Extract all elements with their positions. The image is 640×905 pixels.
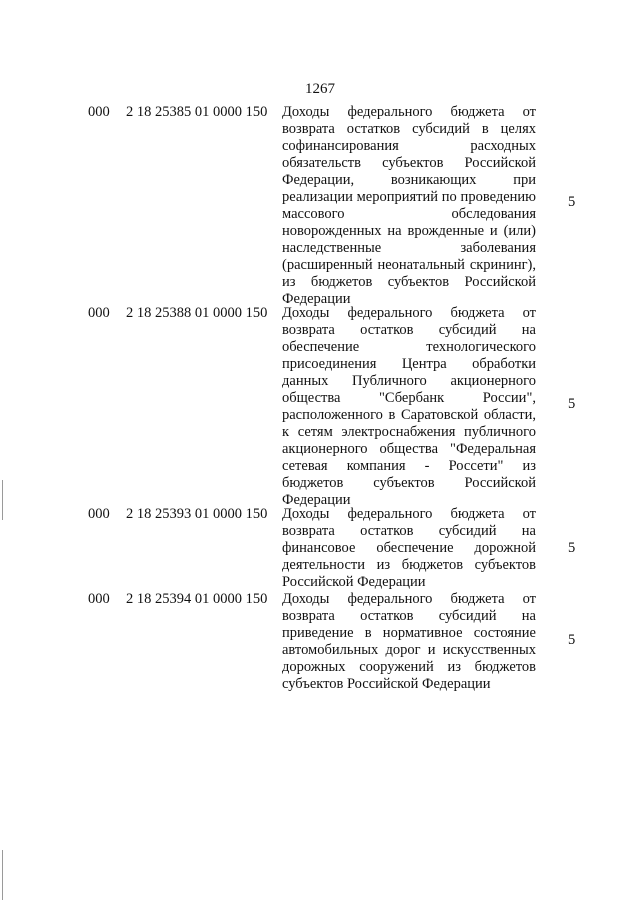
budget-classification-code: 2 18 25394 01 0000 150: [126, 591, 268, 607]
description-line: возврата остатков субсидий на: [282, 322, 536, 338]
description-line: субъектов Российской Федерации: [282, 676, 491, 692]
description-line: наследственные заболевания: [282, 240, 536, 256]
description-line: обязательств субъектов Российской: [282, 155, 536, 171]
description-line: к сетям электроснабжения публичного: [282, 424, 536, 440]
description-line: бюджетов субъектов Российской: [282, 475, 536, 491]
description-line: (расширенный неонатальный скрининг),: [282, 257, 536, 273]
scan-margin-mark: [2, 480, 3, 520]
description-line: Доходы федерального бюджета от: [282, 506, 536, 522]
admin-code: 000: [88, 305, 110, 321]
description-line: данных Публичного акционерного: [282, 373, 536, 389]
description-line: обеспечение технологического: [282, 339, 536, 355]
description-line: приведение в нормативное состояние: [282, 625, 536, 641]
description-line: Российской Федерации: [282, 574, 426, 590]
income-description: [282, 506, 536, 591]
description-line: новорожденных на врожденные и (или): [282, 223, 536, 239]
description-line: автомобильных дорог и искусственных: [282, 642, 536, 658]
description-line: возврата остатков субсидий в целях: [282, 121, 536, 137]
value: 5: [568, 632, 576, 648]
income-description: [282, 104, 536, 308]
description-line: Федерации: [282, 291, 351, 307]
income-description: [282, 305, 536, 509]
value: 5: [568, 194, 576, 210]
budget-classification-code: 2 18 25385 01 0000 150: [126, 104, 268, 120]
description-line: акционерного общества "Федеральная: [282, 441, 536, 457]
description-line: деятельности из бюджетов субъектов: [282, 557, 536, 573]
budget-classification-code: 2 18 25393 01 0000 150: [126, 506, 268, 522]
admin-code: 000: [88, 104, 110, 120]
income-description: [282, 591, 536, 693]
description-line: Федерации, возникающих при: [282, 172, 536, 188]
description-line: Федерации: [282, 492, 351, 508]
description-line: массового обследования: [282, 206, 536, 222]
value: 5: [568, 540, 576, 556]
description-line: возврата остатков субсидий на: [282, 608, 536, 624]
description-line: общества "Сбербанк России",: [282, 390, 536, 406]
description-line: Доходы федерального бюджета от: [282, 305, 536, 321]
description-line: финансовое обеспечение дорожной: [282, 540, 536, 556]
description-line: расположенного в Саратовской области,: [282, 407, 536, 423]
description-line: Доходы федерального бюджета от: [282, 591, 536, 607]
page-number: 1267: [305, 81, 335, 97]
description-line: Доходы федерального бюджета от: [282, 104, 536, 120]
description-line: возврата остатков субсидий на: [282, 523, 536, 539]
description-line: присоединения Центра обработки: [282, 356, 536, 372]
description-line: реализации мероприятий по проведению: [282, 189, 536, 205]
description-line: сетевая компания - Россети" из: [282, 458, 536, 474]
admin-code: 000: [88, 506, 110, 522]
value: 5: [568, 396, 576, 412]
description-line: софинансирования расходных: [282, 138, 536, 154]
scan-margin-mark: [2, 850, 3, 900]
budget-classification-code: 2 18 25388 01 0000 150: [126, 305, 268, 321]
description-line: дорожных сооружений из бюджетов: [282, 659, 536, 675]
admin-code: 000: [88, 591, 110, 607]
description-line: из бюджетов субъектов Российской: [282, 274, 536, 290]
